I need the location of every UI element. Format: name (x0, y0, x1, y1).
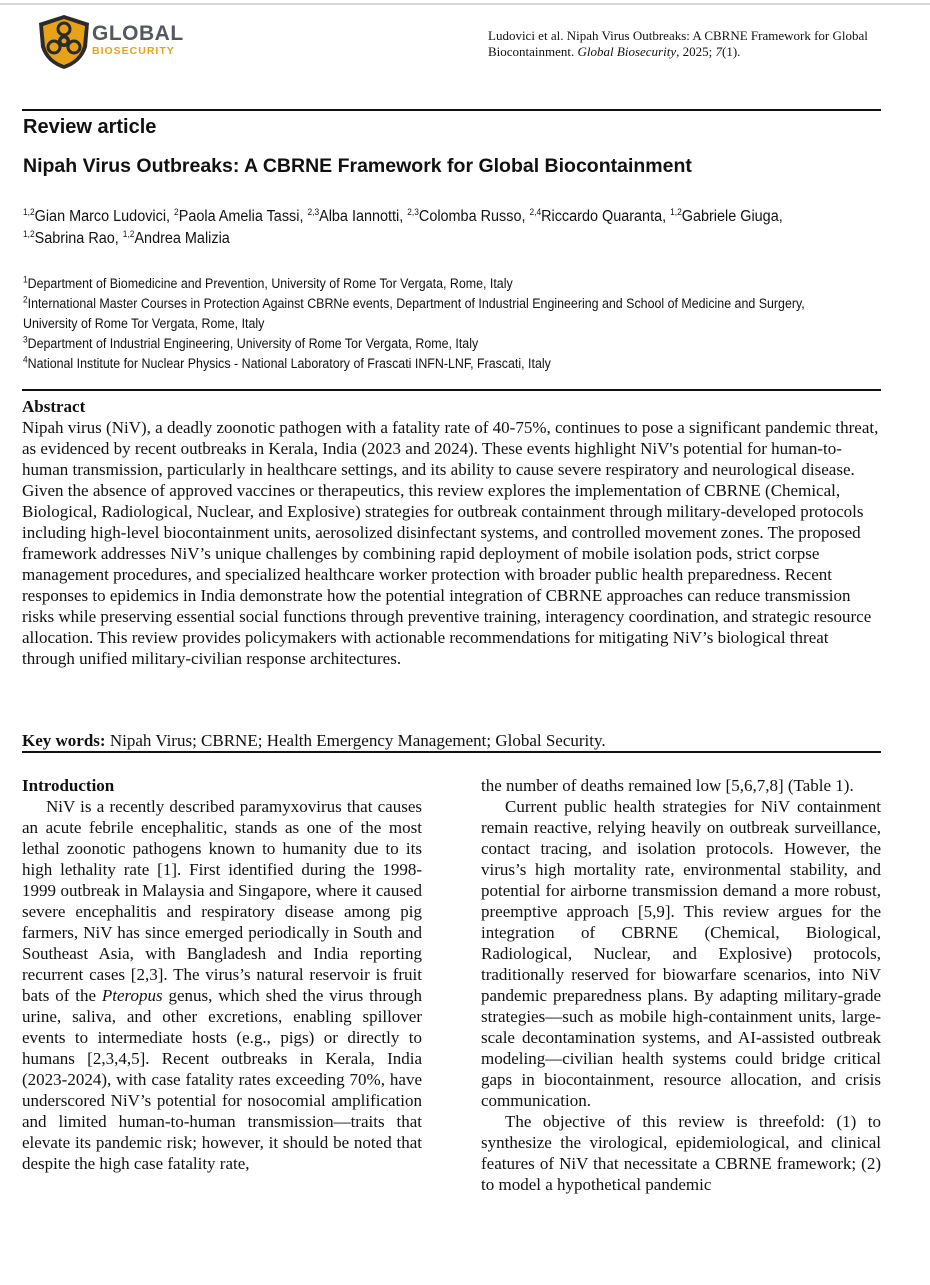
citation-prefix: Ludovici et al. Nipah Virus Outbreaks: A CBRNE Framework for Global Biocontainment. (488, 28, 868, 59)
affiliation: $^2$International Master Courses in Protection Against CBRNe events, Department of Industrial Engineering and School of Medicine and Surgery, University of Rome Tor Vergata, Rome, Italy (23, 294, 805, 331)
shield-icon (34, 13, 94, 71)
journal-logo (34, 13, 204, 71)
section-heading: Introduction (22, 776, 115, 795)
author: $^{1,2}$Andrea Malizia (122, 228, 230, 247)
body-left-column (22, 775, 422, 1174)
affiliation: $^3$Department of Industrial Engineering, University of Rome Tor Vergata, Rome, Italy (23, 334, 479, 351)
body-divider (22, 751, 881, 753)
author: $^{2,3}$Alba Iannotti, (307, 206, 404, 225)
author: $^2$Paola Amelia Tassi, (174, 206, 304, 225)
italic-term: Pteropus (101, 986, 163, 1005)
author: $^{1,2}$Gabriele Giuga, (670, 206, 783, 225)
citation-journal: Global Biosecurity (577, 44, 677, 59)
page-title: Nipah Virus Outbreaks: A CBRNE Framework for Global Biocontainment (23, 155, 692, 177)
logo-main-text: GLOBAL (92, 22, 184, 45)
keywords (22, 730, 882, 751)
citation-issue: (1). (722, 44, 741, 59)
header-divider (22, 109, 881, 111)
affiliation: $^4$National Institute for Nuclear Physics - National Laboratory of Frascati INFN-LNF, Frascati, Italy (23, 354, 551, 371)
affiliation-list (23, 274, 851, 374)
author: $^{2,4}$Riccardo Quaranta, (529, 206, 667, 225)
abstract-divider (22, 389, 881, 391)
abstract (22, 396, 882, 669)
logo-sub-text: BIOSECURITY (92, 45, 175, 57)
keywords-label: Key words: (22, 731, 106, 750)
paragraph: The objective of this review is threefold: (1) to synthesize the virological, epidemiological, and clinical features of NiV that necessitate a CBRNE framework; (2) to model a hypothetical pandemic (481, 1112, 881, 1194)
abstract-heading: Abstract (22, 397, 86, 416)
citation-year: , 2025; (676, 44, 713, 59)
keywords-text: Nipah Virus; CBRNE; Health Emergency Management; Global Security. (109, 731, 606, 750)
citation (488, 28, 908, 60)
body-right-column (481, 775, 881, 1195)
top-border (0, 3, 930, 5)
citation-volume: 7 (715, 44, 722, 59)
paragraph: NiV is a recently described paramyxovirus that causes an acute febrile encephalitic, stands as one of the most lethal zoonotic pathogens known to humanity due to its high lethality rate [1]. First identified during the 1998-1999 outbreak in Malaysia and Singapore, where it caused severe encephalitis and respiratory disease among pig farmers, NiV has since emerged periodically in South and Southeast Asia, with Bangladesh and India reporting recurrent cases [2,3]. The virus’s natural reservoir is fruit bats of the Pteropus genus, which shed the virus through urine, saliva, and other excretions, enabling spillover events to intermediate hosts (e.g., pigs) or directly to humans [2,3,4,5]. Recent outbreaks in Kerala, India (2023-2024), with case fatality rates exceeding 70%, have underscored NiV’s potential for nosocomial amplification and limited human-to-human transmission—traits that elevate its pandemic risk; however, it should be noted that despite the high case fatality rate, (22, 797, 423, 1173)
logo-wordmark (92, 23, 184, 57)
paragraph: the number of deaths remained low [5,6,7,8] (Table 1). (481, 776, 854, 795)
author: $^{1,2}$Sabrina Rao, (23, 228, 119, 247)
author-list (23, 206, 795, 250)
abstract-text: Nipah virus (NiV), a deadly zoonotic pathogen with a fatality rate of 40-75%, continues to pose a significant pandemic threat, as evidenced by recent outbreaks in Kerala, India (2023 and 2024). These events highlight NiV's potential for human-to-human transmission, particularly in healthcare settings, and its ability to cause severe respiratory and neurological disease. Given the absence of approved vaccines or therapeutics, this review explores the implementation of CBRNE (Chemical, Biological, Radiological, Nuclear, and Explosive) strategies for outbreak containment through military-developed protocols including high-level biocontainment units, aerosolized disinfectant systems, and controlled movement zones. The proposed framework addresses NiV’s unique challenges by combining rapid deployment of mobile isolation pods, strict corpse management procedures, and specialized healthcare worker protection with broader public health preparedness. Recent responses to epidemics in India demonstrate how the potential integration of CBRNE approaches can reduce transmission risks while preserving essential social functions through preventive training, interagency coordination, and strategic resource allocation. This review provides policymakers with actionable recommendations for mitigating NiV’s biological threat through unified military-civilian response architectures. (22, 418, 879, 668)
author: $^{2,3}$Colomba Russo, (407, 206, 526, 225)
paragraph: Current public health strategies for NiV containment remain reactive, relying heavily on outbreak surveillance, contact tracing, and isolation protocols. However, the virus’s high mortality rate, environmental stability, and potential for airborne transmission demand a more robust, preemptive approach [5,9]. This review argues for the integration of CBRNE (Chemical, Biological, Radiological, Nuclear, and Explosive) protocols, traditionally reserved for biowarfare scenarios, into NiV pandemic preparedness plans. By adapting military-grade strategies—such as mobile high-containment units, large-scale decontamination systems, and AI-assisted outbreak modeling—civilian health systems could bridge critical gaps in biocontainment, resource allocation, and crisis communication. (481, 797, 881, 1110)
author: $^{1,2}$Gian Marco Ludovici, (23, 206, 171, 225)
affiliation: $^1$Department of Biomedicine and Prevention, University of Rome Tor Vergata, Rome, Italy (23, 274, 513, 291)
article-type: Review article (23, 116, 157, 138)
